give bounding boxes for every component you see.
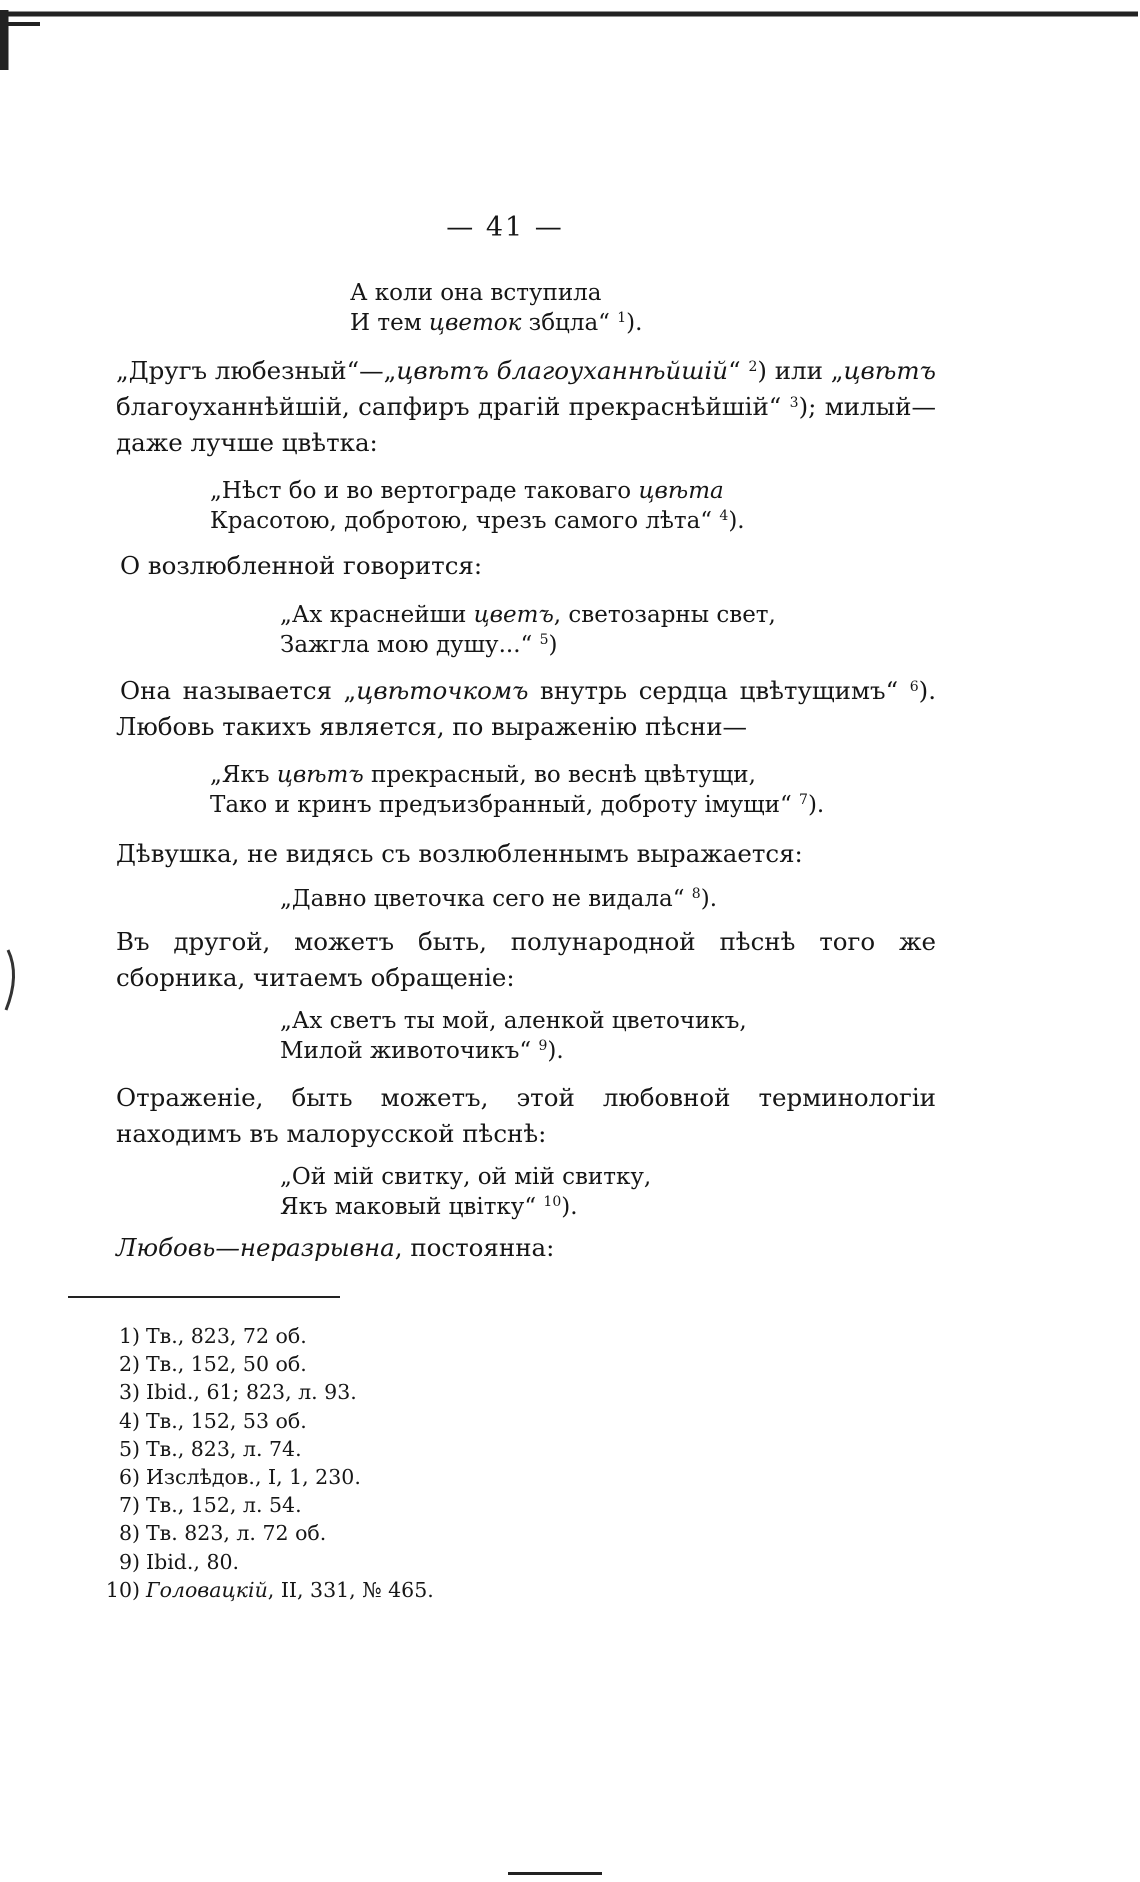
verse-6: „Ах светъ ты мой, аленкой цветочикъ, Милой животочикъ“ $^9$). bbox=[280, 1008, 747, 1064]
verse-7: „Ой мій свитку, ой мій свитку, Якъ маковый цвітку“ $^{10}$). bbox=[280, 1164, 652, 1220]
verse-2: „Нѣст бо и во вертограде таковаго цвѣта Красотою, добротою, чрезъ самого лѣта“ $^4$). bbox=[210, 478, 745, 534]
footnote: 4) Тв., 152, 53 об. bbox=[118, 1408, 307, 1433]
footnote: 8) Тв. 823, л. 72 об. bbox=[118, 1521, 327, 1546]
bottom-rule bbox=[508, 1872, 602, 1875]
paragraph-2: О возлюбленной говорится: bbox=[120, 551, 483, 580]
footnote: 5) Тв., 823, л. 74. bbox=[118, 1436, 302, 1461]
footnote: 1) Тв., 823, 72 об. bbox=[118, 1324, 307, 1348]
footnotes bbox=[104, 1322, 434, 1604]
footnote: 3) Ibid., 61; 823, л. 93. bbox=[118, 1380, 357, 1405]
paragraph-4: Дѣвушка, не видясь съ возлюбленнымъ выражается: bbox=[116, 839, 803, 868]
verse-5: „Давно цветочка сего не видала“ $^8$). bbox=[280, 886, 718, 912]
footnote: 2) Тв., 152, 50 об. bbox=[118, 1352, 307, 1377]
footnote: 6) Изслѣдов., І, 1, 230. bbox=[118, 1465, 361, 1490]
verse-3: „Ах краснейши цветъ, светозарны свет, Зажгла мою душу...“ $^5$) bbox=[280, 602, 776, 658]
paragraph-7: Любовь—неразрывна, постоянна: bbox=[116, 1233, 555, 1262]
verse-1 bbox=[350, 278, 642, 338]
footnote-separator bbox=[68, 1296, 340, 1298]
paragraph-3: Она называется „цвѣточкомъ внутрь сердца цвѣтущимъ“ $^6$). Любовь такихъ является, по выраженію пѣсни— bbox=[116, 676, 936, 741]
paragraph-1: „Другъ любезный“—„цвѣтъ благоуханнѣйшій“ $^2$) или „цвѣтъ благоуханнѣйшій, сапфиръ драгій прекраснѣйшій“ $^3$); милый—даже лучше цвѣтка: bbox=[116, 356, 936, 457]
footnote: 10) Головацкій, II, 331, № 465. bbox=[105, 1577, 434, 1602]
footnote: 9) Ibid., 80. bbox=[118, 1549, 240, 1574]
verse-line: И тем цветок збцла“ $^1$). bbox=[350, 310, 643, 336]
paragraph-6: Отраженіе, быть можетъ, этой любовной терминологіи находимъ въ малорусской пѣснѣ: bbox=[116, 1083, 936, 1148]
footnote: 7) Тв., 152, л. 54. bbox=[118, 1493, 302, 1518]
verse-4: „Якъ цвѣтъ прекрасный, во веснѣ цвѣтущи, Тако и кринъ предъизбранный, доброту імущи“ $^7$). bbox=[210, 762, 825, 818]
page-number: — 41 — bbox=[446, 212, 564, 243]
verse-line: А коли она вступила bbox=[350, 280, 602, 306]
paragraph-5: Въ другой, можетъ быть, полународной пѣснѣ того же сборника, читаемъ обращеніе: bbox=[116, 927, 936, 992]
